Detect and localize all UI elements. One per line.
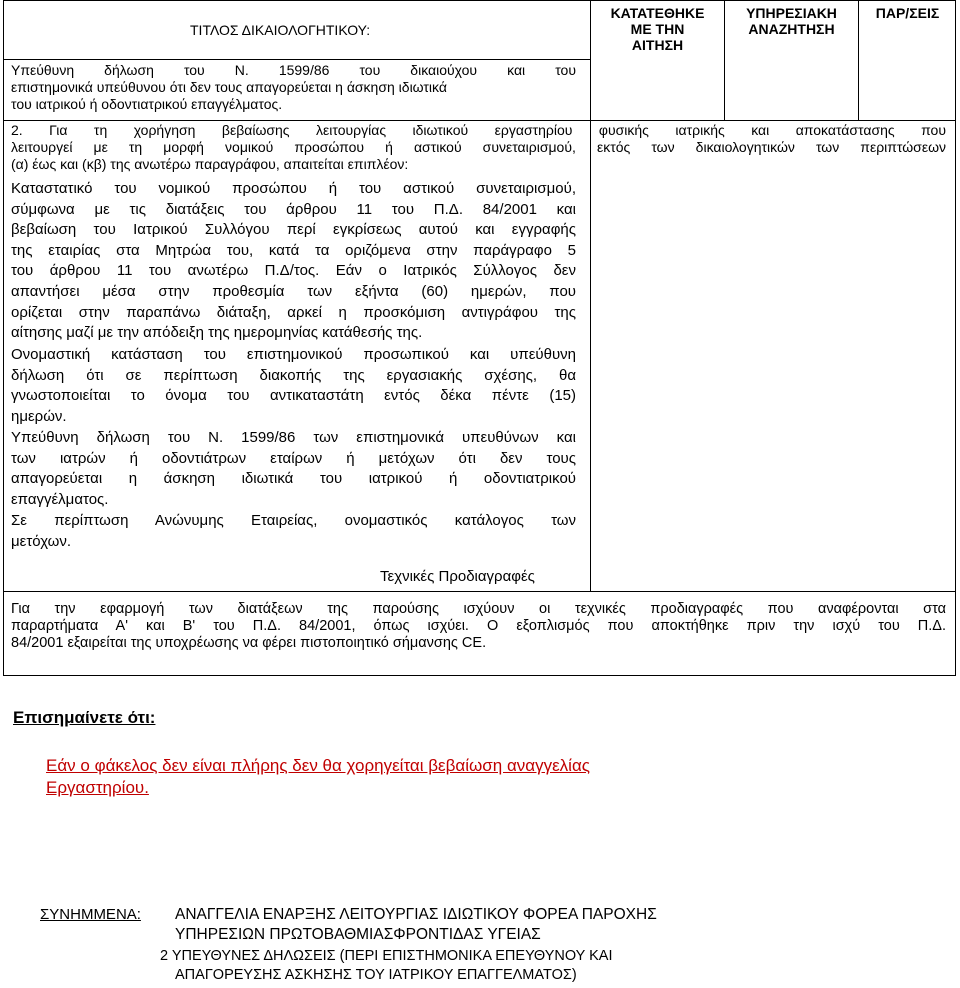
header-line: ΚΑΤΑΤΕΘΗΚΕ: [610, 5, 705, 21]
requirement-shareholders: [11, 511, 576, 552]
requirement-statute: [11, 179, 576, 344]
column-header-submitted: [591, 5, 724, 53]
attachment-1: [175, 905, 657, 945]
row-divider: [3, 59, 590, 60]
header-line: ΑΙΤΗΣΗ: [631, 37, 684, 53]
text-line: επαγγέλματος.: [11, 490, 109, 508]
notice-warning: [46, 755, 866, 799]
text-line: Καταστατικό του νομικού προσώπου ή του αστικού συνεταιρισμού,: [11, 180, 576, 197]
row-divider: [3, 591, 956, 592]
text-line: Υπεύθυνη δήλωση του Ν. 1599/86 των επιστημονικά υπευθύνων και: [11, 429, 576, 446]
text-line: μετόχων.: [11, 532, 72, 550]
text-line: του ιατρικού ή οδοντιατρικού επαγγέλματος.: [11, 96, 283, 112]
header-line: ΜΕ ΤΗΝ: [630, 21, 685, 37]
text-line: βεβαίωση του Ιατρικού Συλλόγου περί εγκρίσεως αυτού και εγγραφής: [11, 221, 576, 239]
document-title-header: ΤΙΤΛΟΣ ΔΙΚΑΙΟΛΟΓΗΤΙΚΟΥ:: [190, 22, 371, 38]
text-line: ΥΠΗΡΕΣΙΩΝ ΠΡΩΤΟΒΑΘΜΙΑΣΦΡΟΝΤΙΔΑΣ ΥΓΕΙΑΣ: [175, 926, 541, 943]
text-line: ορίζεται στην παραπάνω διάταξη, αρκεί η προσκόμιση αντιγράφου της: [11, 303, 576, 321]
attachments-label: ΣΥΝΗΜΜΕΝΑ:: [40, 906, 141, 923]
tech-specs-title: Τεχνικές Προδιαγραφές: [380, 568, 535, 585]
requirement-lab-certification-intro: [11, 122, 946, 173]
text-line: Υπεύθυνη δήλωση του Ν. 1599/86 του δικαιούχου και του: [11, 62, 576, 78]
text-line: Εργαστηρίου.: [46, 778, 149, 797]
attachment-2: [160, 947, 613, 985]
text-line: παραρτήματα Α' και Β' του Π.Δ. 84/2001, όπως ισχύει. Ο εξοπλισμός που αποκτήθηκε πριν την ισχύ του Π.Δ.: [11, 618, 946, 634]
text-line: των ιατρών ή οδοντιάτρων εταίρων ή μετόχων ότι δεν τους: [11, 449, 576, 467]
column-header-official-search: [725, 5, 858, 37]
requirement-solemn-declaration: [11, 62, 576, 113]
text-line: επιστημονικά υπεύθυνου ότι δεν τους απαγορεύεται η άσκηση ιδιωτικά: [11, 79, 447, 95]
text-line: ημερών.: [11, 407, 67, 425]
text-line: ΑΠΑΓΟΡΕΥΣΗΣ ΑΣΚΗΣΗΣ ΤΟΥ ΙΑΤΡΙΚΟΥ ΕΠΑΓΓΕΛΜΑΤΟΣ): [175, 967, 577, 983]
text-line: ΑΝΑΓΓΕΛΙΑ ΕΝΑΡΞΗΣ ΛΕΙΤΟΥΡΓΙΑΣ ΙΔΙΩΤΙΚΟΥ ΦΟΡΕΑ ΠΑΡΟΧΗΣ: [175, 906, 657, 923]
text-line: λειτουργεί με τη μορφή νομικού προσώπου ή αστικού συνεταιρισμού, εκτός των δικαιολογητικών των περιπτώσεων: [11, 139, 946, 155]
text-line: 84/2001 εξαιρείται της υποχρέωσης να φέρει πιστοποιητικό σήμανσης CE.: [11, 635, 487, 651]
text-line: 2. Για τη χορήγηση βεβαίωσης λειτουργίας ιδιωτικού εργαστηρίου φυσικής ιατρικής και αποκατάστασης που: [11, 122, 946, 138]
text-line: του άρθρου 11 του ανωτέρω Π.Δ/τος. Εάν ο Ιατρικός Σύλλογος δεν: [11, 262, 576, 280]
row-divider: [3, 120, 956, 121]
text-line: 2 ΥΠΕΥΘΥΝΕΣ ΔΗΛΩΣΕΙΣ (ΠΕΡΙ ΕΠΙΣΤΗΜΟΝΙΚΑ ΕΠΕΥΘΥΝΟΥ ΚΑΙ: [160, 948, 613, 964]
notice-heading: Επισημαίνετε ότι:: [13, 708, 156, 727]
text-line: αίτησης μαζί με την απόδειξη της ημερομηνίας κατάθεσής της.: [11, 324, 423, 342]
text-line: απαγορεύεται η άσκηση ιδιωτικά του ιατρικού ή οδοντιατρικού: [11, 470, 576, 488]
text-line: γνωστοποιείται το όνομα του αντικαταστάτη εντός δέκα πέντε (15): [11, 387, 576, 405]
requirement-staff-list: [11, 345, 576, 427]
column-header-notes: ΠΑΡ/ΣΕΙΣ: [875, 5, 940, 21]
text-line: Σε περίπτωση Ανώνυμης Εταιρείας, ονομαστικός κατάλογος των: [11, 512, 576, 529]
text-line: απαντήσει μέσα στην προθεσμία των εξήντα (60) ημερών, που: [11, 282, 576, 300]
text-line: (α) έως και (κβ) της ανωτέρω παραγράφου, απαιτείται επιπλέον:: [11, 156, 409, 172]
text-line: σύμφωνα με τις διατάξεις του άρθρου 11 του Π.Δ. 84/2001 και: [11, 200, 576, 218]
text-line: Ονομαστική κατάσταση του επιστημονικού προσωπικού και υπεύθυνη: [11, 346, 576, 363]
column-divider: [590, 0, 591, 592]
text-line: της εταιρίας στα Μητρώα του, κατά τα οριζόμενα στην παράγραφο 5: [11, 241, 576, 259]
requirement-partner-declaration: [11, 428, 576, 510]
text-line: Για την εφαρμογή των διατάξεων της παρούσης ισχύουν οι τεχνικές προδιαγραφές που αναφέρονται στα: [11, 601, 946, 617]
text-line: δήλωση ότι σε περίπτωση διακοπής της εργασιακής σχέσης, θα: [11, 366, 576, 384]
tech-specs-text: [11, 601, 946, 652]
header-line: ΥΠΗΡΕΣΙΑΚΗ: [746, 5, 837, 21]
text-line: Εάν ο φάκελος δεν είναι πλήρης δεν θα χορηγείται βεβαίωση αναγγελίας: [46, 756, 590, 775]
header-line: ΑΝΑΖΗΤΗΣΗ: [748, 21, 835, 37]
